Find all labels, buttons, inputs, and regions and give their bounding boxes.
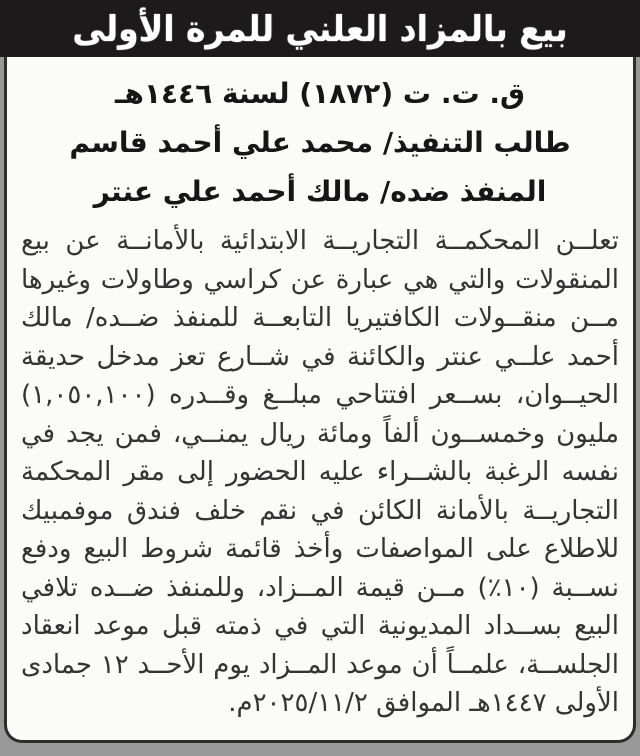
notice-body-line: مــن منقــولات الكافتيريا التابعــة للمنفذ ضــده/ مالك — [21, 303, 619, 333]
notice-body-line: للاطلاع على المواصفات وأخذ قائمة شروط البيع ودفع — [21, 534, 619, 564]
notice-body-line: الأولى ١٤٤٧هـ الموافق ٢٠٢٥/١١/٢م. — [228, 688, 619, 718]
notice-body-line: المنقولات والتي هي عبارة عن كراسي وطاولات وغيرها — [21, 264, 619, 295]
notice-body-line: مليون وخمســون ألفاً ومائة ريال يمنــي، فمن يجد في — [21, 418, 619, 449]
notice-body-line: البيع بســداد المديونية التي في ذمته قبل موعد انعقاد — [21, 611, 619, 641]
notice-body-line: نفسه الرغبة بالشــراء عليه الحضور إلى مقر المحكمة — [21, 457, 619, 487]
executed-against-line: المنفذ ضده/ مالك أحمد علي عنتر — [93, 175, 547, 208]
case-number-line: ق. ت. ت (١٨٧٢) لسنة ١٤٤٦هـ — [114, 77, 526, 110]
notice-body-text — [21, 222, 619, 723]
notice-body-line: التجاريــة بالأمانة الكائن في نقم خلف فندق موفمبيك — [21, 495, 619, 526]
notice-body-line: الجلســة، علمــاً أن موعد المــزاد يوم الأحــد ١٢ جمادى — [21, 649, 619, 680]
notice-body-line: تعلــن المحكمــة التجاريــة الابتدائية بالأمانــة عن بيع — [21, 226, 619, 256]
notice-body-box — [4, 57, 636, 743]
notice-header-banner — [0, 0, 640, 57]
notice-body-line: أحمد علــي عنتر والكائنة في شــارع تعز مدخل حديقة — [21, 341, 619, 372]
notice-title: بيع بالمزاد العلني للمرة الأولى — [72, 7, 568, 50]
notice-body-line: نســبة (١٠٪) مــن قيمة المــزاد، وللمنفذ ضــده تلافي — [21, 572, 619, 603]
notice-body-line: الحيــوان، بســعر افتتاحي مبلــغ وقــدره (١,٠٥٠,١٠٠) — [21, 380, 619, 410]
execution-requester-line: طالب التنفيذ/ محمد علي أحمد قاسم — [69, 126, 571, 159]
